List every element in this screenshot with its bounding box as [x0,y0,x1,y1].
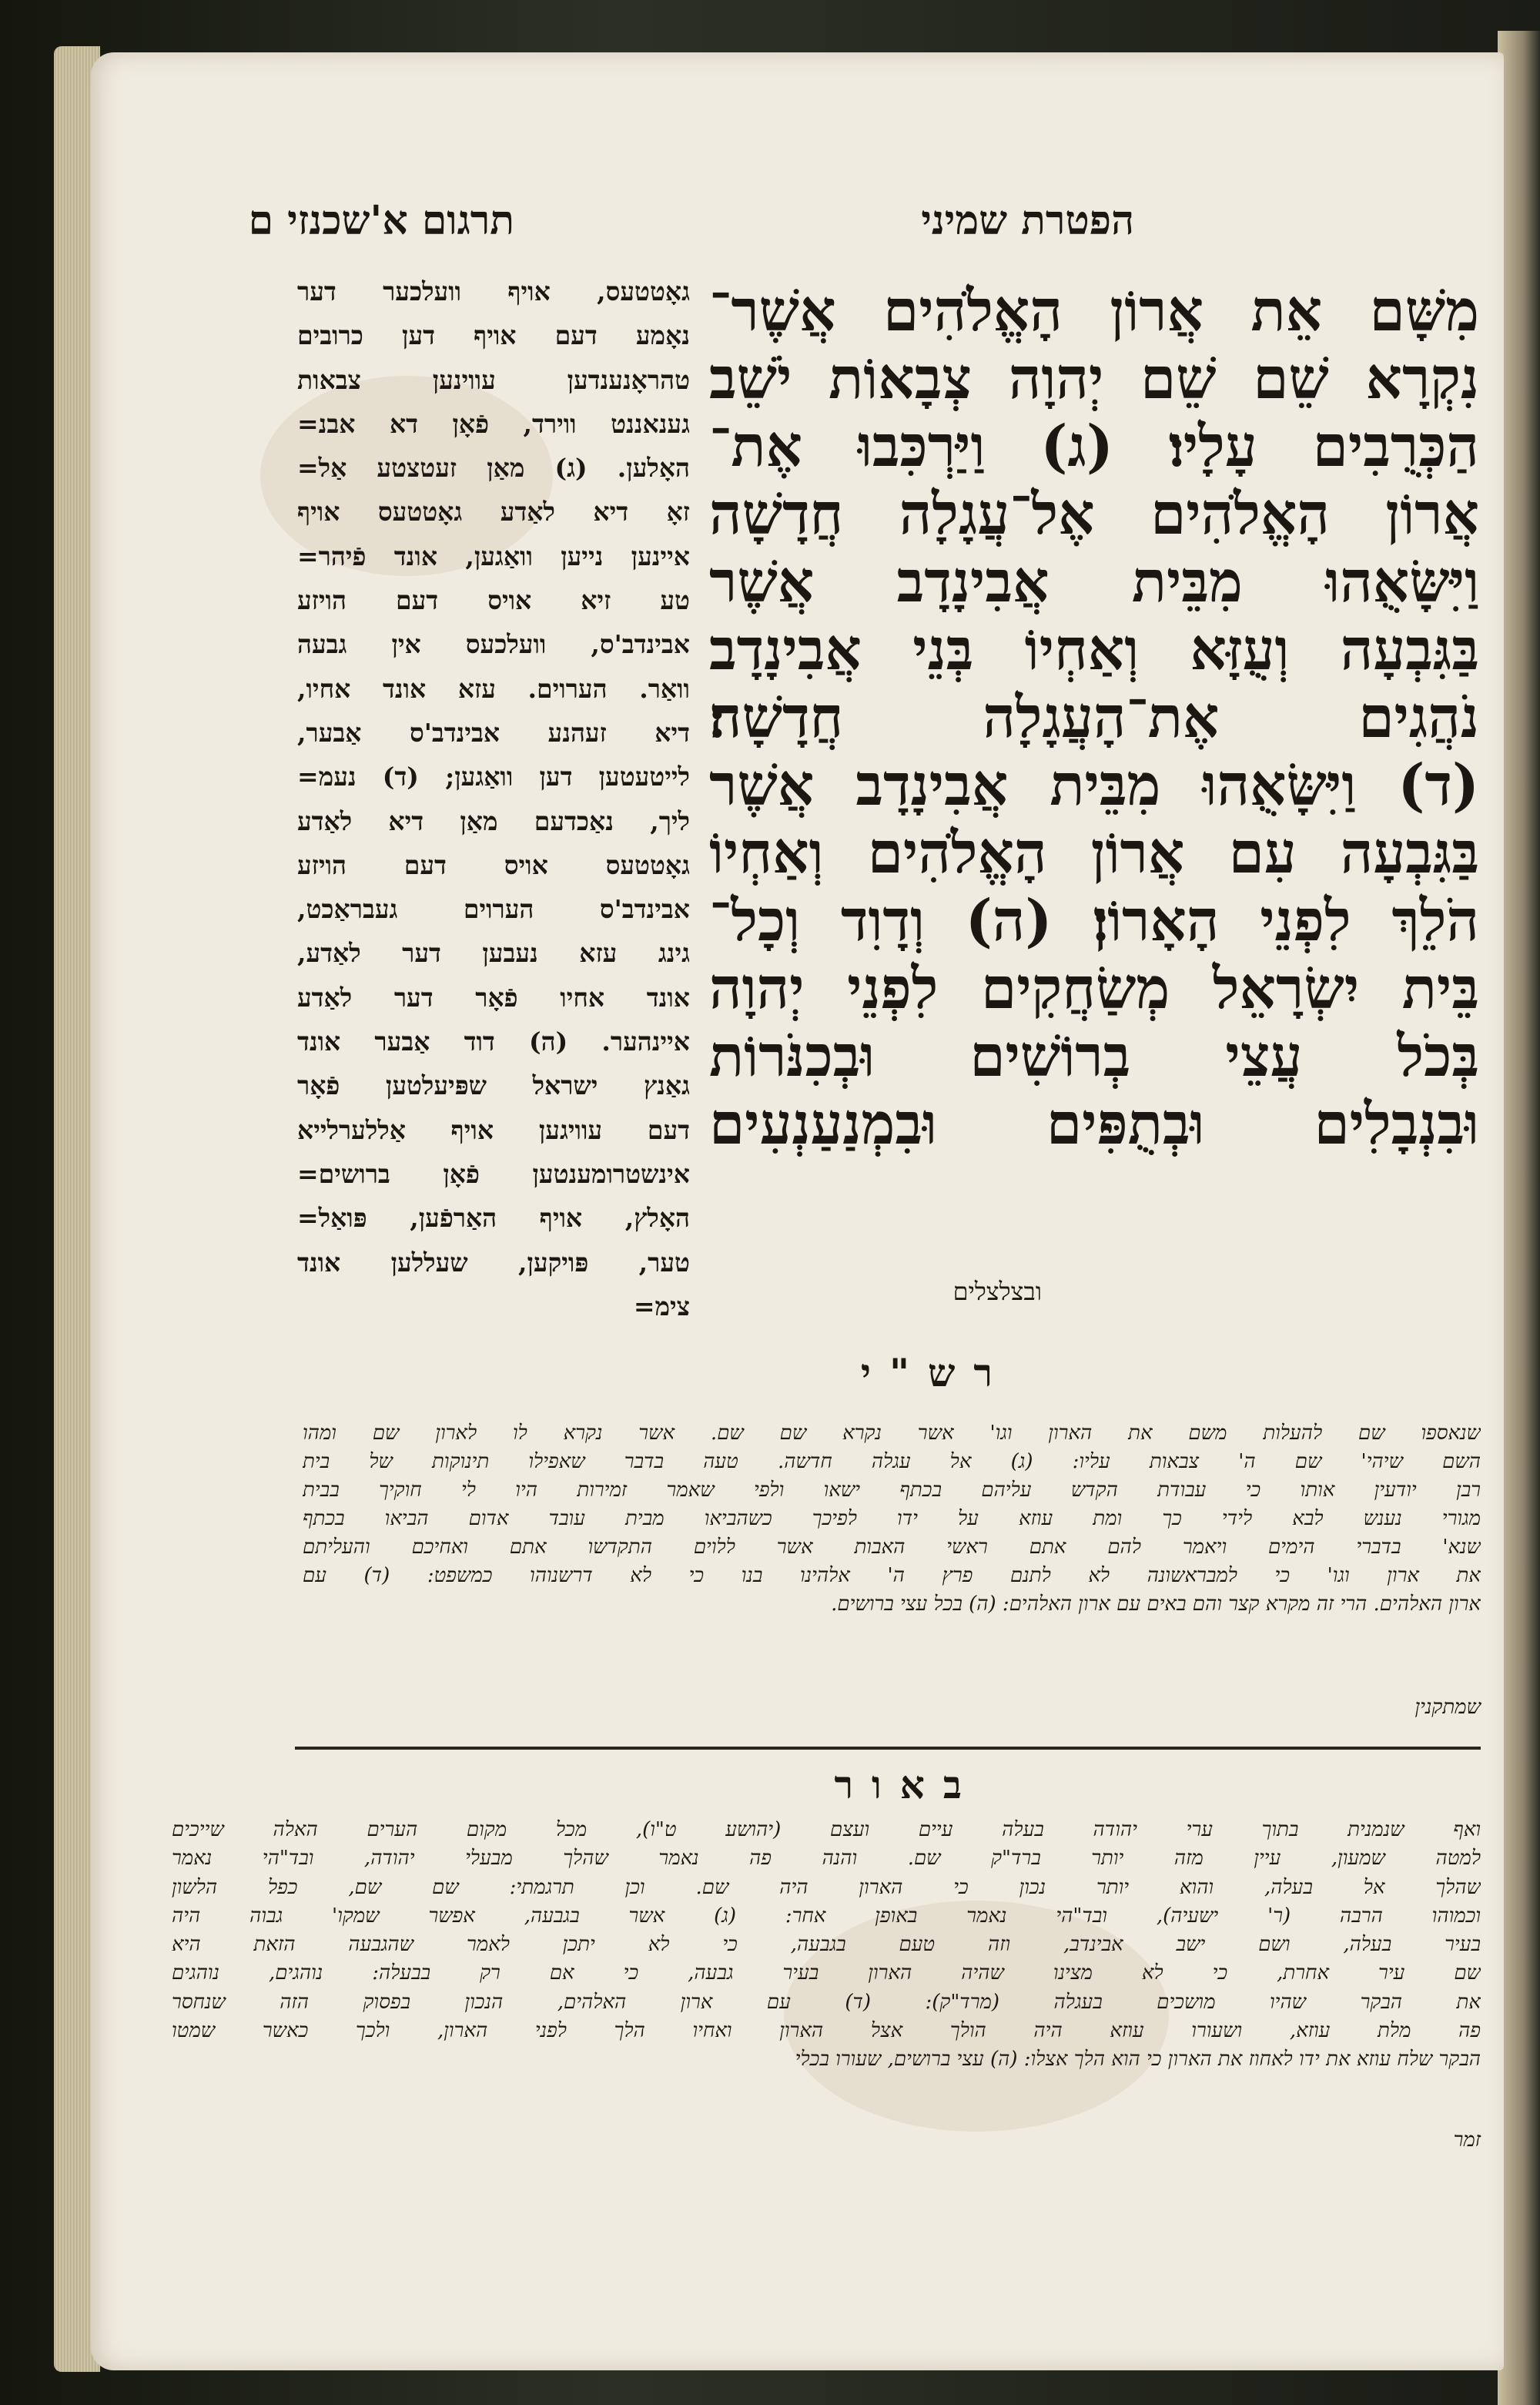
translation-line: טהראָנענדען עווינען צבאות [297,364,690,395]
main-text-line: (ד) וַיִּשָּׂאֻהוּ מִבֵּית אֲבִינָדָב אֲשֶׁר [709,752,1479,819]
main-text-line: נִקְרָא שֵׁם שֵׁם יְהוָה צְבָאוֹת יֹשֵׁב [709,346,1479,412]
translation-line: אינשטרומענטען פֿאָן ברושים= [297,1158,690,1189]
biur-line: שהלך אל בעלה, והוא יותר נכון כי הארון היה שם. וכן תרגמתי: שם שם, כפל הלשון [172,1875,1481,1899]
translation-line: גאַנץ ישראל שפּיעלטען פֿאָר [297,1070,690,1101]
main-text-line: בַּגִּבְעָה עִם אֲרוֹן הָאֱלֹהִים וְאַחְיוֹ [709,820,1479,886]
main-text-line: בְּכֹל עֲצֵי בְרוֹשִׁים וּבְכִנֹּרוֹת [709,1023,1479,1090]
main-text-line: בַּגִּבְעָה וְעֻזָּא וְאַחְיוֹ בְּנֵי אֲבִינָדָב [709,617,1479,683]
main-text-line: וַיִּשָּׂאֻהוּ מִבֵּית אֲבִינָדָב אֲשֶׁר [709,549,1479,615]
biur-line: ואף שנמנית בתוך ערי יהודה בעלה עיים ועצם (יהושע ט"ו), מכל מקום הערים האלה שייכים [172,1818,1481,1841]
biur-line: בעיר בעלה, ושם ישב אבינדב, וזה טעם בגבעה, כי לא יתכן לאמר שהגבעה הזאת היא [172,1933,1481,1957]
main-catchword: ובצלצלים [952,1277,1042,1306]
biur-line: שם עיר אחרת, כי לא מצינו שהיה הארון בעיר גבעה, כי אם רק בבעלה: נוהגים, נוהגים [172,1961,1481,1985]
biur-line: פה מלת עוזא, ושעורו עוזא היה הולך אצל הארון ואחיו הלך לפני הארון, ולכך כאשר שמטו [172,2019,1481,2043]
running-title: הפטרת שמיני [921,197,1134,244]
main-text-line: מִשָּׁם אֵת אֲרוֹן הָאֱלֹהִים אֲשֶׁר־ [709,278,1479,344]
german-translation-column [297,270,690,1328]
rashi-line: רבן יודעין אותו כי עבודת הקדש עליהם בכתף ישאו ולפי שאמר זמירות היו לי חוקיך בבית [303,1479,1481,1502]
translation-line: דיא זעהנע אבינדב'ס אַבער, [297,717,690,748]
main-text-line: נֹהֲגִים אֶת־הָעֲגָלָה חֲדָשָׁה׃ [709,685,1479,751]
biur-line: למטה שמעון, עיין מזה יותר ברד"ק שם. והנה פה נאמר שהלך מבעלי יהודה, ובד"הי נאמר [172,1847,1481,1871]
biur-line: הבקר שלח עוזא את ידו לאחוז את הארון כי הוא הלך אצלו: (ה) עצי ברושים, שעורו בכלי [795,2048,1481,2072]
translation-heading: תרגום א'שכנזי ם [248,197,514,244]
translation-line: טע זיא אויס דעם הויזע [297,585,690,616]
main-text-line: וּבִנְבָלִים וּבְתֻפִּים וּבִמְנַעַנְעִים [709,1091,1479,1157]
translation-line: איינהער. (ה) דוד אַבער אונד [297,1027,690,1057]
translation-line: אבינדב'ס הערוים געבראַכט, [297,894,690,925]
translation-line: האָלען. (ג) מאַן זעטצטע אַל= [297,453,690,484]
main-text-line: אֲרוֹן הָאֱלֹהִים אֶל־עֲגָלָה חֲדָשָׁה [709,481,1479,548]
translation-line: לייטעטען דען וואַגען; (ד) נעמ= [297,762,690,792]
hebrew-main-text [709,277,1479,1158]
translation-line: גאָטטעס, אויף וועלכער דער [297,276,690,306]
facing-page-edge [1498,31,1540,2405]
biur-commentary [172,1816,1481,2075]
main-text-line: הַכְּרֻבִים עָלָיו׃ (ג) וַיַּרְכִּבוּ אֶת־ [709,414,1479,480]
rashi-catchword: שמתקנין [1414,1696,1481,1719]
rashi-line: את ארון וגו' כי למבראשונה לא לתנם פרץ ה' אלהינו בנו כי לא דרשנוהו כמשפט: (ד) עם [303,1564,1481,1587]
translation-line: אבינדב'ס, וועלכעס אין גבעה [297,629,690,660]
rashi-line: שנאספו שם להעלות משם את הארון וגו' אשר נקרא שם שם. אשר נקרא לו לארון שם ומהו [303,1422,1481,1445]
rashi-line: השם שיהי' שם ה' צבאות עליו: (ג) אל עגלה חדשה. טעה בדבר שאפילו תינוקות של בית [303,1450,1481,1473]
translation-line: טער, פּויקען, שעללען אונד [297,1247,690,1278]
biur-line: וכמוהו הרבה (ר' ישעיה), ובד"הי נאמר באופן אחר: (ג) אשר בגבעה, אפשר שמקו' גבוה היה [172,1904,1481,1928]
biur-line: את הבקר שהיו מושכים בעגלה (מרד"ק): (ד) עם ארון האלהים, הנכון בפסוק הזה שנחסר [172,1990,1481,2014]
translation-line: איינען נייען וואַגען, אונד פֿיהר= [297,541,690,571]
rashi-heading: רש"י [860,1350,1011,1395]
rashi-line: מגורי נענש לבא לידי כך ומת עוזא על ידו לפיכך כשהביאו מבית עובד אדום הביאו בכתף [303,1507,1481,1530]
translation-line: גאָטטעס אויס דעם הויזע [297,849,690,880]
translation-line: גינג עזא נעבען דער לאַדע, [297,938,690,969]
rashi-line: ארון האלהים. הרי זה מקרא קצר והם באים עם ארון האלהים: (ה) בכל עצי ברושים. [831,1593,1481,1616]
section-divider [295,1747,1481,1750]
translation-line: נאָמע דעם אויף דען כרובים [297,320,690,351]
translation-line: וואַר. הערוים. עזא אונד אחיו, [297,673,690,704]
translation-line: צימ= [633,1291,690,1321]
translation-line: דעם עוויגען אויף אַללערלייא [297,1114,690,1145]
translation-line: האָלץ, אויף האַרפֿען, פּואַל= [297,1203,690,1234]
rashi-commentary [303,1419,1481,1619]
book-page [91,52,1504,2370]
biur-heading: באור [834,1762,980,1807]
translation-line: ליך, נאַכדעם מאַן דיא לאַדע [297,806,690,836]
main-text-line: הֹלֵךְ לִפְנֵי הָאָרוֹן׃ (ה) וְדָוִד וְכָל־ [709,888,1479,954]
translation-line: אונד אחיו פֿאָר דער לאַדע [297,982,690,1013]
biur-catchword: זמר [1453,2129,1481,2152]
translation-line: גענאננט ווירד, פֿאָן דא אבנ= [297,408,690,439]
rashi-line: שנא' בדברי הימים ויאמר להם אתם ראשי האבות אשר ללוים התקדשו אתם ואחיכם והעליתם [303,1536,1481,1559]
main-text-line: בֵּית יִשְׂרָאֵל מְשַׂחֲקִים לִפְנֵי יְהוָה [709,956,1479,1022]
translation-line: זאָ דיא לאַדע גאָטטעס אויף [297,497,690,528]
